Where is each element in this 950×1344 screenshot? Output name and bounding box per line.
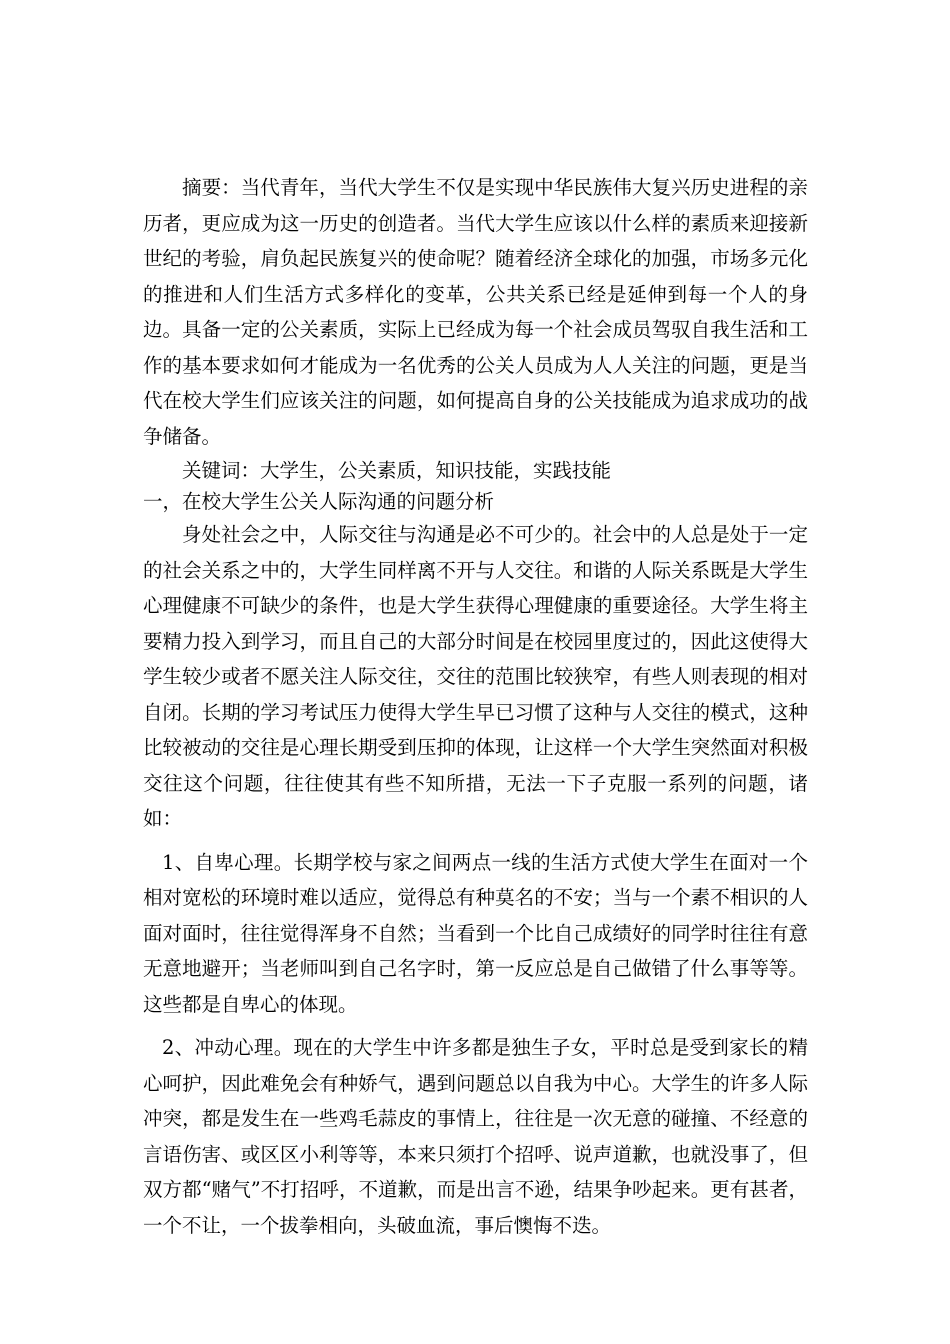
list-item-inferiority: 1、自卑心理。长期学校与家之间两点一线的生活方式使大学生在面对一个相对宽松的环境时难以适应，觉得总有种莫名的不安；当与一个素不相识的人面对面时，往往觉得浑身不自然；当看到一个比自己成绩好的同学时往往有意无意地避开；当老师叫到自己名字时，第一反应总是自己做错了什么事等等。这些都是自卑心的体现。 bbox=[143, 850, 808, 1016]
section-heading: 一，在校大学生公关人际沟通的问题分析 bbox=[143, 490, 495, 513]
abstract-paragraph: 摘要：当代青年，当代大学生不仅是实现中华民族伟大复兴历史进程的亲历者，更应成为这一历史的创造者。当代大学生应该以什么样的素质来迎接新世纪的考验，肩负起民族复兴的使命呢？随着经济全球化的加强，市场多元化的推进和人们生活方式多样化的变革，公共关系已经是延伸到每一个人的身边。具备一定的公关素质，实际上已经成为每一个社会成员驾驭自我生活和工作的基本要求如何才能成为一名优秀的公关人员成为人人关注的问题，更是当代在校大学生们应该关注的问题，如何提高自身的公关技能成为追求成功的战争储备。 bbox=[143, 176, 808, 448]
section-intro-paragraph: 身处社会之中，人际交往与沟通是必不可少的。社会中的人总是处于一定的社会关系之中的，大学生同样离不开与人交往。和谐的人际关系既是大学生心理健康不可缺少的条件，也是大学生获得心理健康的重要途径。大学生将主要精力投入到学习，而且自己的大部分时间是在校园里度过的，因此这使得大学生较少或者不愿关注人际交往，交往的范围比较狭窄，有些人则表现的相对自闭。长期的学习考试压力使得大学生早已习惯了这种与人交往的模式，这种比较被动的交往是心理长期受到压抑的体现，让这样一个大学生突然面对积极交往这个问题，往往使其有些不知所措，无法一下子克服一系列的问题，诸如： bbox=[143, 523, 808, 830]
keywords-line: 关键词：大学生，公关素质，知识技能，实践技能 bbox=[182, 459, 612, 482]
document-body bbox=[143, 170, 808, 1243]
list-item-impulsiveness: 2、冲动心理。现在的大学生中许多都是独生子女，平时总是受到家长的精心呵护，因此难免会有种娇气，遇到问题总以自我为中心。大学生的许多人际冲突，都是发生在一些鸡毛蒜皮的事情上，往往是一次无意的碰撞、不经意的言语伤害、或区区小利等等，本来只须打个招呼、说声道歉，也就没事了，但双方都“赌气”不打招呼，不道歉，而是出言不逊，结果争吵起来。更有甚者，一个不让，一个拔拳相向，头破血流，事后懊悔不迭。 bbox=[143, 1036, 808, 1237]
